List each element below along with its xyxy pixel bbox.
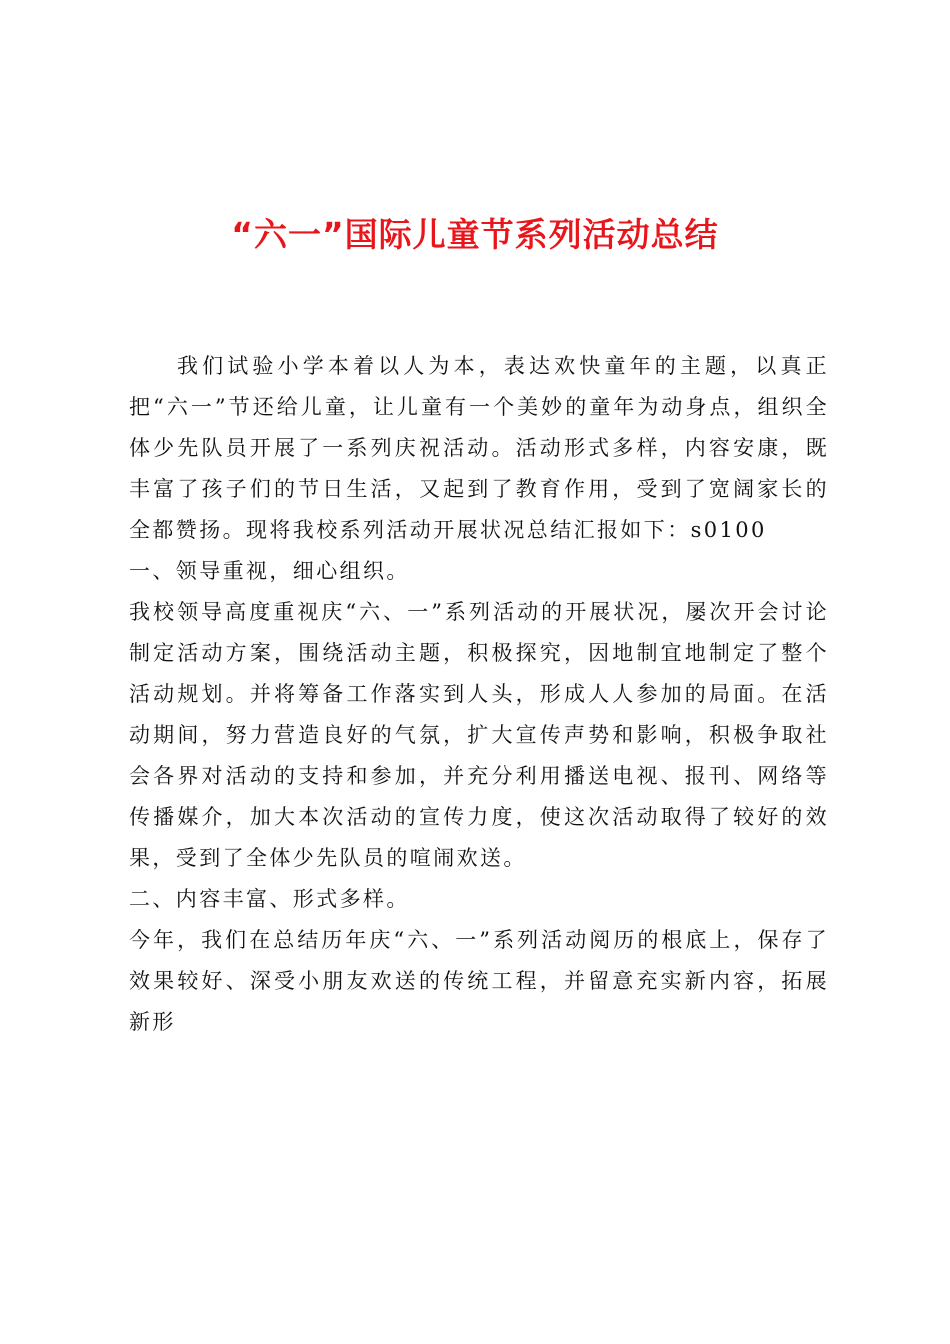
document-body <box>129 346 829 1043</box>
document-title: “六一”国际儿童节系列活动总结 <box>231 215 719 254</box>
paragraph-section-2: 今年，我们在总结历年庆“六、一”系列活动阅历的根底上，保存了效果较好、深受小朋友欢送的传统工程，并留意充实新内容，拓展新形 <box>129 928 829 1034</box>
paragraph-section-1: 我校领导高度重视庆“六、一”系列活动的开展状况，屡次开会讨论制定活动方案，围绕活动主题，积极探究，因地制宜地制定了整个活动规划。并将筹备工作落实到人头，形成人人参加的局面。在活动期间，努力营造良好的气氛，扩大宣传声势和影响，积极争取社会各界对活动的支持和参加，并充分利用播送电视、报刊、网络等传播媒介，加大本次活动的宣传力度，使这次活动取得了较好的效果，受到了全体少先队员的喧闹欢送。 <box>129 600 829 870</box>
paragraph-intro: 我们试验小学本着以人为本，表达欢快童年的主题，以真正把“六一”节还给儿童，让儿童有一个美妙的童年为动身点，组织全体少先队员开展了一系列庆祝活动。活动形式多样，内容安康，既丰富了孩子们的节日生活，又起到了教育作用，受到了宽阔家长的全都赞扬。现将我校系列活动开展状况总结汇报如下：s0100 <box>129 354 829 542</box>
section-heading-2: 二、内容丰富、形式多样。 <box>129 887 410 911</box>
section-heading-1: 一、领导重视，细心组织。 <box>129 559 410 583</box>
